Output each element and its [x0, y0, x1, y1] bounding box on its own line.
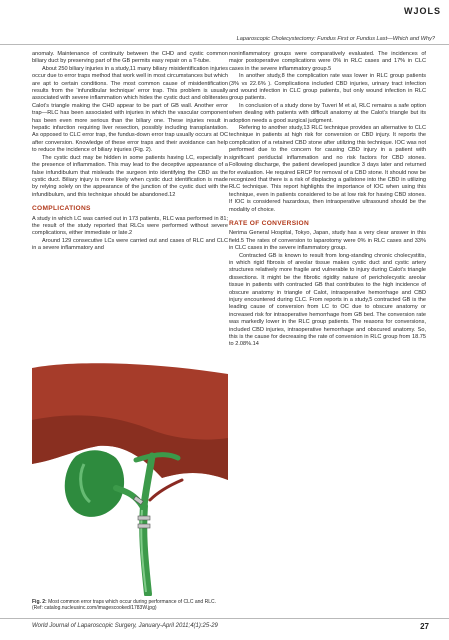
paragraph: A study in which LC was carried out in 173 patients, RLC was performed in 81; the result of the study reported that RLCs were performed without severe complications, either immediate or late.2 [32, 215, 228, 237]
caption-text: Most common error traps which occur during performance of CLC and RLC. (Ref: catalog.nucleusinc.com/imagescooked/1783W.jpg) [32, 599, 216, 612]
left-column [32, 51, 228, 253]
paragraph: Nerima General Hospital, Tokyo, Japan, study has a very clear answer in this field.5 The rates of conversion to laparotomy were 0% in RLC cases and 33% in CLC cases in the severe inflammatory group. [229, 230, 426, 252]
paragraph: Refering to another study,13 RLC technique provides an alternative to CLC technique in patients at high risk for conversion or CBD injury. It reports the complication of a retained CBD stone after utilizing this technique. IOC was not performed due to the concern for causing CBD injury in a patient with significant periductal inflammation and no risk factors for CBD stones. Following discharge, the patient developed jaundice 3 days later and returned for evaluation. He required ERCP for removal of a CBD stone. It should now be recognized that there is a risk of displacing a gallstone into the CBD in utilizing RLC technique. This report highlights the importance of IOC when using this technique, even in patients considered to be at low risk for having CBD stones. If IOC is considered hazardous, then intraoperative ultrasound should be the modality of choice. [229, 125, 426, 213]
journal-tag: WJOLS [403, 6, 441, 16]
figure-caption [32, 599, 228, 612]
page-number: 27 [420, 622, 429, 631]
paragraph: In conclusion of a study done by Tuveri M et al, RLC remains a safe option when dealing with patients with difficult anatomy at the Calot’s triangle but its adoption needs a good surgical judgment. [229, 102, 426, 124]
journal-citation: World Journal of Laparoscopic Surgery, January-April 2011;4(1):25-29 [32, 623, 218, 629]
section-heading-rate-of-conversion: RATE OF CONVERSION [229, 219, 310, 227]
paragraph: anomaly. Maintenance of continuity between the CHD and cystic common biliary duct by preserving part of the GB permits easy repair on a T-tube. [32, 51, 228, 65]
paragraph: noninflammatory groups were comparatively evaluated. The incidences of major postoperative complications were 0% in RLC cases and 17% in CLC cases in the severe inflammatory group.5 [229, 51, 426, 72]
header-rule [0, 44, 449, 45]
paragraph: Contracted GB is known to result from long-standing chronic cholecystitis, in which rigid fibrosis of areolar tissue makes cystic duct and cystic artery structures relatively more fragile and vulnerable to injury during Calot’s triangle dissections. It might be the fibrotic rigidity nature of pericholecystic areolar tissue in patients with contracted GB that contributes to the high incidence of obscure anatomy in triangle of Calot, intraoperative hemorrhage and CBD injury encountered during CLC. From reports in a study,5 contracted GB is the leading cause of conversion from LC to OC due to obscure anatomy or increased risk for intraoperative hemorrhage from GB bed. The conversion rate was markedly lower in the RLC group patients. The reasons for conversions, included CBD injuries, intraoperative hemorrhage and obscured anatomy. So, this is the cause for decreasing the rate of conversion in RLC group from 18.75 to 2.08%.14 [229, 252, 426, 348]
surgical-clip [138, 516, 150, 520]
anatomy-illustration [32, 360, 228, 596]
paragraph: In another study,8 the complication rate was lower in RLC group patients (3% vs 22.6% ). Complications included CBD injuries, urinary tract infection and wound infection in CLC group patients, but only wound infection in RLC group patients. [229, 73, 426, 102]
right-column [229, 51, 426, 349]
paragraph: Around 129 consecutive LCs were carried out and cases of RLC and CLC in a severe inflammatory and [32, 237, 228, 252]
figure-2-illustration [32, 360, 228, 596]
surgical-clip [138, 524, 150, 528]
caption-label: Fig. 2: [32, 599, 47, 605]
running-title: Laparoscopic Cholecystectomy: Fundus First or Fundus Last—Which and Why? [236, 36, 435, 42]
footer-rule [0, 618, 449, 619]
section-heading-complications: COMPLICATIONS [32, 205, 91, 213]
paragraph: About 250 biliary injuries in a study,11 many biliary misidentification injuries occur due to error traps method that work well in most circumstances but which are apt to certain conditions. The most common cause of misidentification results from the ‘infundibular technique’ error trap. This problem is usually associated with severe inflammation which hides the cystic duct and obliterates Calot’s triangle making the CHD appear to be part of GB wall. Another error trap—RLC has been associated with injuries in which the vascular component has been even more serious than the biliary one. These injuries result in hepatic infarction requiring liver resection, possibly including transplantation. As opposed to CLC error trap, the fundus-down error trap usually occurs at OC after conversion. Knowledge of these error traps and their avoidance can help to reduce the incidence of biliary injuries (Fig. 2). [32, 65, 228, 154]
paragraph: The cystic duct may be hidden in some patients having LC, especially in the presence of inflammation. This may lead to the deceptive appearance of a false infundibulum that misleads the surgeon into identifying the CBD as the cystic duct. Biliary injury is more likely when cystic duct identification is made by relying solely on the appearance of the junction of the cystic duct with the infundibulum, and this technique should be abandoned.12 [32, 154, 228, 198]
